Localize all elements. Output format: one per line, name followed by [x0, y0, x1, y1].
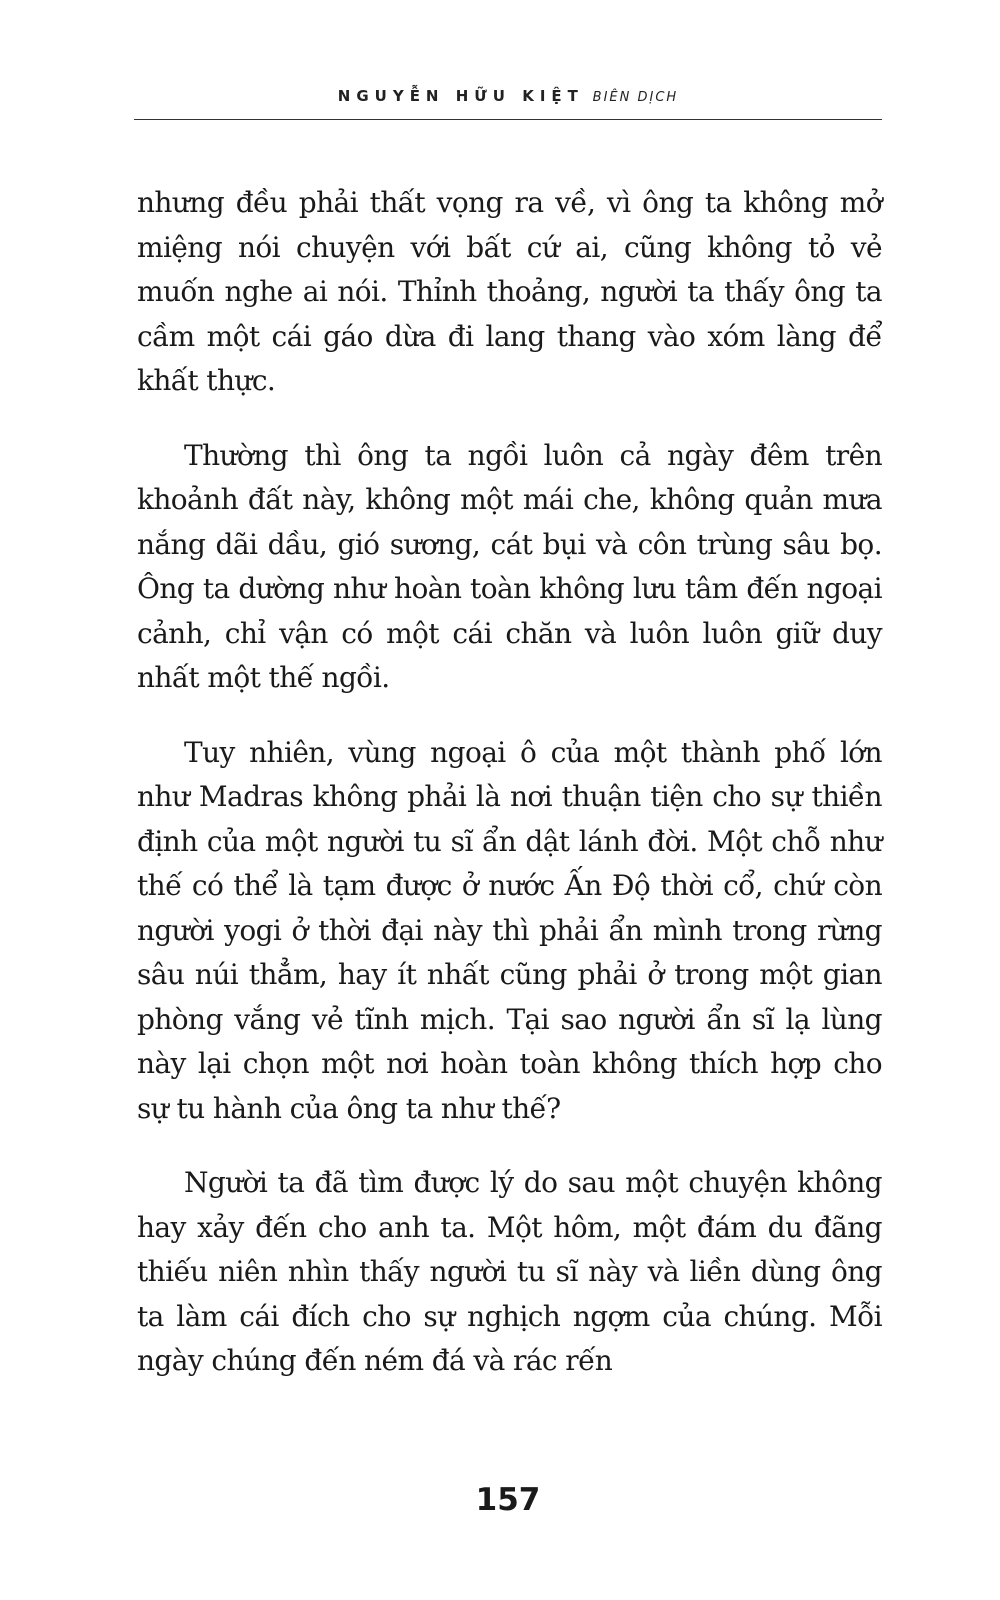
- paragraph-2: Thường thì ông ta ngồi luôn cả ngày đêm trên khoảnh đất này, không một mái che, không quản mưa nắng dãi dầu, gió sương, cát bụi và côn trùng sâu bọ. Ông ta dường như hoàn toàn không lưu tâm đến ngoại cảnh, chỉ vận có một cái chăn và luôn luôn giữ duy nhất một thế ngồi.: [137, 438, 882, 694]
- header-divider: [134, 119, 882, 120]
- body-text: [137, 181, 882, 1414]
- paragraph-1: nhưng đều phải thất vọng ra về, vì ông ta không mở miệng nói chuyện với bất cứ ai, cũng không tỏ vẻ muốn nghe ai nói. Thỉnh thoảng, người ta thấy ông ta cầm một cái gáo dừa đi lang thang vào xóm làng để khất thực.: [137, 186, 882, 397]
- paragraph-4: Người ta đã tìm được lý do sau một chuyện không hay xảy đến cho anh ta. Một hôm, một đám du đãng thiếu niên nhìn thấy người tu sĩ này và liền dùng ông ta làm cái đích cho sự nghịch ngợm của chúng. Mỗi ngày chúng đến ném đá và rác rến: [137, 1166, 882, 1377]
- running-header: [134, 86, 882, 108]
- page-number: 157: [475, 1482, 541, 1518]
- header-author: NGUYỄN HỮU KIỆT: [337, 87, 584, 105]
- paragraph-3: Tuy nhiên, vùng ngoại ô của một thành phố lớn như Madras không phải là nơi thuận tiện cho sự thiền định của một người tu sĩ ẩn dật lánh đời. Một chỗ như thế có thể là tạm được ở nước Ấn Độ thời cổ, chứ còn người yogi ở thời đại này thì phải ẩn mình trong rừng sâu núi thẳm, hay ít nhất cũng phải ở trong một gian phòng vắng vẻ tĩnh mịch. Tại sao người ẩn sĩ lạ lùng này lại chọn một nơi hoàn toàn không thích hợp cho sự tu hành của ông ta như thế?: [137, 735, 882, 1125]
- header-role: BIÊN DỊCH: [592, 90, 679, 105]
